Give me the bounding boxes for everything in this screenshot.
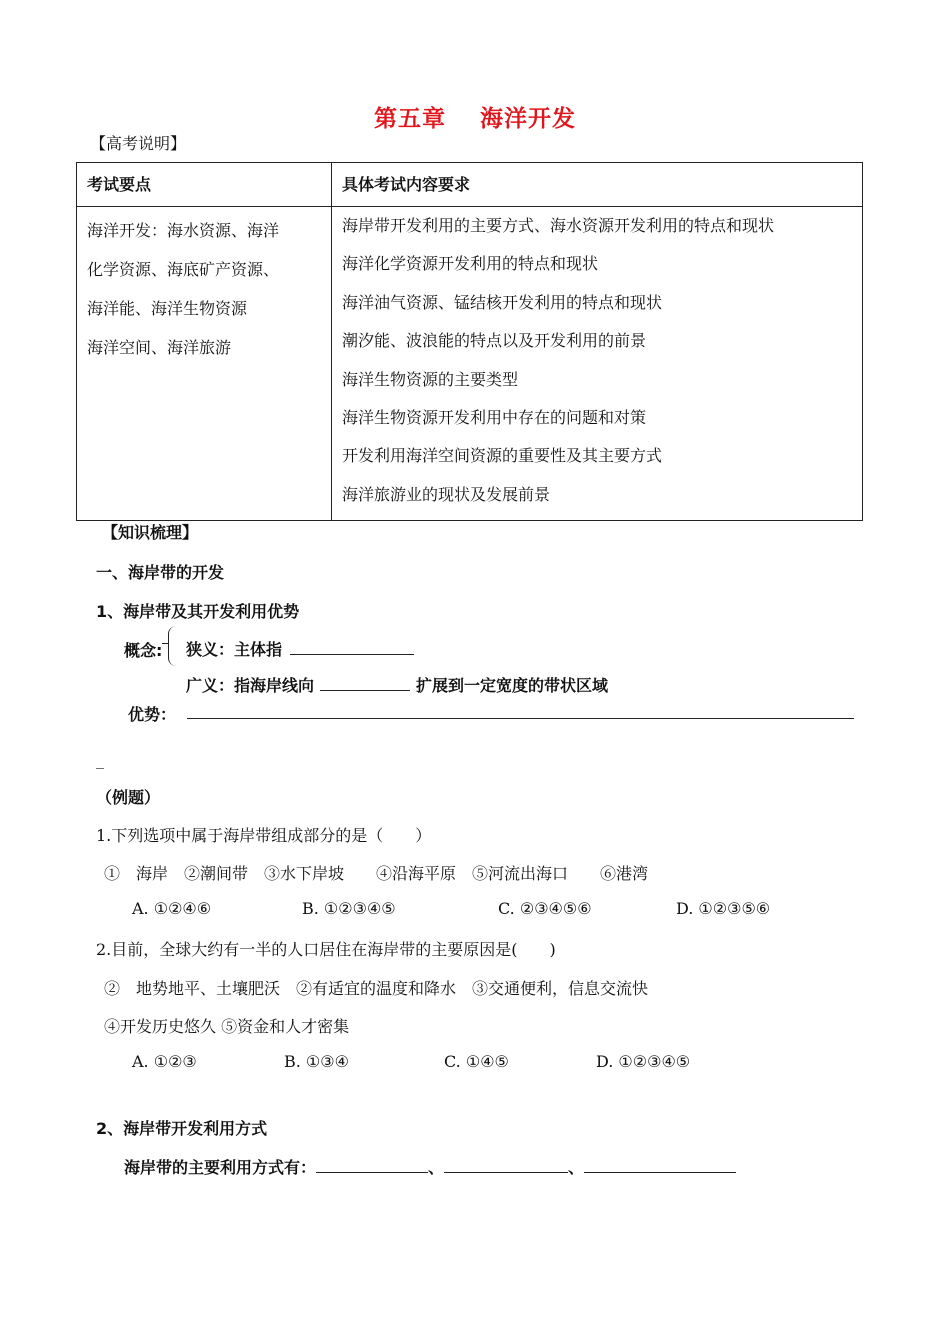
question-1-option-d[interactable]: D. ①②③⑤⑥ bbox=[676, 899, 771, 918]
question-2-option-c[interactable]: C. ①④⑤ bbox=[444, 1052, 509, 1071]
usage-methods-label: 海岸带的主要利用方式有： bbox=[124, 1158, 317, 1177]
table-content-line: 海洋生物资源的主要类型 bbox=[342, 369, 519, 389]
question-2-items-line-2: ④开发历史悠久 ⑤资金和人才密集 bbox=[104, 1017, 350, 1036]
broad-definition bbox=[186, 673, 608, 696]
brace-symbol bbox=[168, 626, 179, 666]
broad-blank[interactable] bbox=[320, 676, 410, 691]
advantage-blank[interactable] bbox=[187, 704, 854, 719]
question-2-items-line-1: ② 地势地平、土壤肥沃 ②有适宜的温度和降水 ③交通便利，信息交流快 bbox=[104, 979, 649, 998]
table-content-line: 潮汐能、波浪能的特点以及开发利用的前景 bbox=[342, 331, 647, 351]
exam-requirements-table bbox=[76, 162, 863, 521]
table-header-content: 具体考试内容要求 bbox=[332, 163, 863, 207]
usage-separator: 、 bbox=[568, 1158, 585, 1177]
narrow-definition bbox=[186, 637, 414, 660]
stray-dash: _ bbox=[96, 750, 104, 769]
table-points-line: 海洋开发：海水资源、海洋 bbox=[87, 221, 280, 240]
section-heading-1: 一、海岸带的开发 bbox=[96, 563, 225, 582]
question-2-option-d[interactable]: D. ①②③④⑤ bbox=[596, 1052, 691, 1071]
question-2-option-b[interactable]: B. ①③④ bbox=[284, 1052, 349, 1071]
concept-label: 概念: bbox=[124, 641, 163, 660]
table-points-line: 海洋能、海洋生物资源 bbox=[87, 299, 248, 318]
table-content-line: 海洋化学资源开发利用的特点和现状 bbox=[342, 254, 599, 274]
table-points-line: 海洋空间、海洋旅游 bbox=[87, 338, 232, 357]
subsection-heading-1: 1、海岸带及其开发利用优势 bbox=[96, 602, 300, 621]
page-title: 第五章 海洋开发 bbox=[374, 105, 576, 132]
table-cell-content bbox=[332, 207, 863, 521]
gaokao-label: 【高考说明】 bbox=[90, 134, 187, 153]
broad-suffix: 扩展到一定宽度的带状区域 bbox=[416, 676, 609, 695]
question-1-items: ① 海岸 ②潮间带 ③水下岸坡 ④沿海平原 ⑤河流出海口 ⑥港湾 bbox=[104, 864, 649, 883]
table-content-line: 海洋生物资源开发利用中存在的问题和对策 bbox=[342, 408, 647, 428]
usage-blank-1[interactable] bbox=[316, 1158, 428, 1173]
question-1-option-a[interactable]: A. ①②④⑥ bbox=[132, 899, 212, 918]
table-content-line: 开发利用海洋空间资源的重要性及其主要方式 bbox=[342, 446, 663, 466]
usage-methods bbox=[124, 1155, 736, 1178]
question-1-option-c[interactable]: C. ②③④⑤⑥ bbox=[498, 899, 592, 918]
subsection-heading-2: 2、海岸带开发利用方式 bbox=[96, 1119, 268, 1138]
question-2-stem: 2.目前，全球大约有一半的人口居住在海岸带的主要原因是( ) bbox=[96, 940, 556, 959]
table-content-line: 海洋旅游业的现状及发展前景 bbox=[342, 484, 551, 504]
example-label: （例题） bbox=[96, 788, 161, 807]
table-header-points: 考试要点 bbox=[77, 163, 332, 207]
broad-label: 广义：指海岸线向 bbox=[186, 676, 315, 695]
table-points-line: 化学资源、海底矿产资源、 bbox=[87, 260, 280, 279]
usage-blank-3[interactable] bbox=[584, 1158, 736, 1173]
table-cell-points bbox=[77, 207, 332, 521]
question-1-stem: 1.下列选项中属于海岸带组成部分的是（ ） bbox=[96, 826, 432, 845]
narrow-blank[interactable] bbox=[290, 640, 414, 655]
usage-blank-2[interactable] bbox=[444, 1158, 568, 1173]
advantage-label: 优势： bbox=[128, 705, 177, 724]
table-content-line: 海岸带开发利用的主要方式、海水资源开发利用的特点和现状 bbox=[342, 216, 775, 235]
question-2-option-a[interactable]: A. ①②③ bbox=[132, 1052, 197, 1071]
knowledge-label: 【知识梳理】 bbox=[102, 523, 199, 542]
table-content-line: 海洋油气资源、锰结核开发利用的特点和现状 bbox=[342, 292, 663, 312]
question-1-option-b[interactable]: B. ①②③④⑤ bbox=[302, 899, 396, 918]
usage-separator: 、 bbox=[428, 1158, 445, 1177]
narrow-label: 狭义：主体指 bbox=[186, 640, 283, 659]
